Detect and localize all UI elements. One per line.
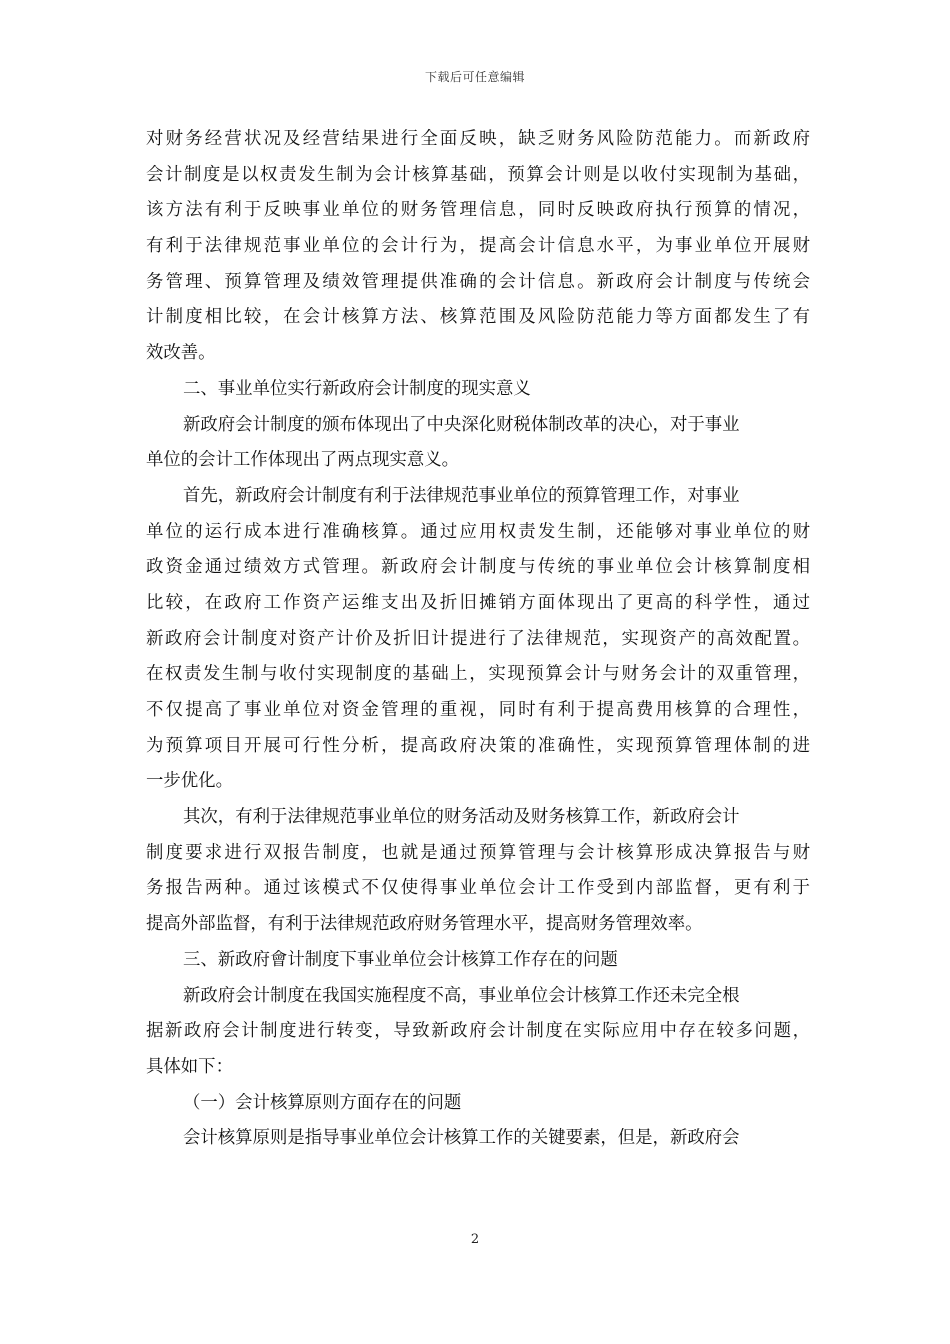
paragraph-line: 新政府会计制度对资产计价及折旧计提进行了法律规范，实现资产的高效配置。 bbox=[146, 628, 810, 649]
paragraph-line: 该方法有利于反映事业单位的财务管理信息，同时反映政府执行预算的情况， bbox=[146, 200, 810, 221]
paragraph-line: 单位的运行成本进行准确核算。通过应用权责发生制，还能够对事业单位的财 bbox=[146, 521, 810, 542]
page-header: 下载后可任意编辑 bbox=[424, 70, 525, 84]
paragraph-line: 务报告两种。通过该模式不仅使得事业单位会计工作受到内部监督，更有利于 bbox=[146, 878, 810, 899]
paragraph-line: 有利于法律规范事业单位的会计行为，提高会计信息水平，为事业单位开展财 bbox=[146, 236, 810, 257]
paragraph-line: 不仅提高了事业单位对资金管理的重视，同时有利于提高费用核算的合理性， bbox=[146, 700, 810, 720]
subsection-heading: （一）会计核算原则方面存在的问题 bbox=[183, 1092, 462, 1113]
paragraph-line: 制度要求进行双报告制度，也就是通过预算管理与会计核算形成决算报告与财 bbox=[146, 842, 810, 863]
paragraph-line: 政资金通过绩效方式管理。新政府会计制度与传统的事业单位会计核算制度相 bbox=[146, 557, 810, 578]
paragraph-line: 其次，有利于法律规范事业单位的财务活动及财务核算工作，新政府会计 bbox=[183, 807, 740, 828]
section-heading: 三、新政府會计制度下事业单位会计核算工作存在的问题 bbox=[183, 949, 618, 970]
paragraph-line: 提高外部监督，有利于法律规范政府财务管理水平，提高财务管理效率。 bbox=[146, 914, 703, 935]
paragraph-line: 比较，在政府工作资产运维支出及折旧摊销方面体现出了更高的科学性，通过 bbox=[146, 592, 810, 613]
paragraph-line: 会计制度是以权责发生制为会计核算基础，预算会计则是以收付实现制为基础， bbox=[146, 164, 810, 185]
paragraph-line: 新政府会计制度的颁布体现出了中央深化财税体制改革的决心，对于事业 bbox=[183, 414, 740, 435]
paragraph-line: 效改善。 bbox=[146, 343, 216, 364]
paragraph-line: 对财务经营状况及经营结果进行全面反映，缺乏财务风险防范能力。而新政府 bbox=[146, 129, 810, 149]
page-number: 2 bbox=[470, 1232, 480, 1247]
paragraph-line: 会计核算原则是指导事业单位会计核算工作的关键要素，但是，新政府会 bbox=[183, 1128, 740, 1149]
paragraph-line: 计制度相比较，在会计核算方法、核算范围及风险防范能力等方面都发生了有 bbox=[146, 307, 810, 328]
paragraph-line: 在权责发生制与收付实现制度的基础上，实现预算会计与财务会计的双重管理， bbox=[146, 664, 810, 685]
paragraph-line: 首先，新政府会计制度有利于法律规范事业单位的预算管理工作，对事业 bbox=[183, 485, 740, 506]
paragraph-line: 务管理、预算管理及绩效管理提供准确的会计信息。新政府会计制度与传统会 bbox=[146, 271, 810, 292]
paragraph-line: 为预算项目开展可行性分析，提高政府决策的准确性，实现预算管理体制的进 bbox=[146, 735, 810, 756]
paragraph-line: 一步优化。 bbox=[146, 771, 233, 792]
section-heading: 二、事业单位实行新政府会计制度的现实意义 bbox=[183, 378, 531, 399]
document-body bbox=[146, 122, 810, 1157]
paragraph-line: 单位的会计工作体现出了两点现实意义。 bbox=[146, 450, 460, 471]
paragraph-line: 据新政府会计制度进行转变，导致新政府会计制度在实际应用中存在较多问题， bbox=[146, 1021, 810, 1042]
paragraph-line: 具体如下： bbox=[146, 1056, 233, 1077]
paragraph-line: 新政府会计制度在我国实施程度不高，事业单位会计核算工作还未完全根 bbox=[183, 985, 740, 1006]
